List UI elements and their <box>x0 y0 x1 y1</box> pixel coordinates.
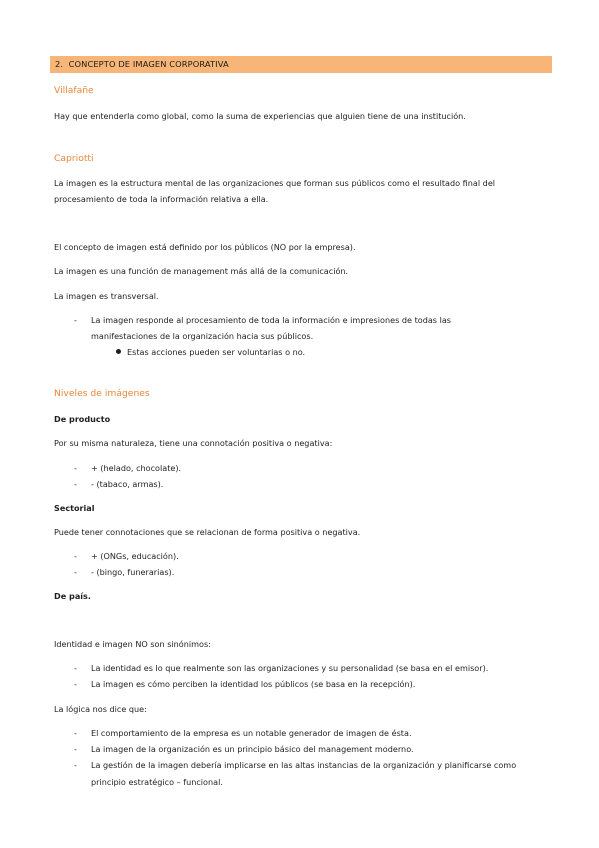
concept-subitem: Estas acciones pueden ser voluntarias o no. <box>127 347 306 357</box>
producto-text: Por su misma naturaleza, tiene una connotación positiva o negativa: <box>54 438 333 448</box>
concept-paragraph-1: El concepto de imagen está definido por los públicos (NO por la empresa). <box>54 242 356 252</box>
logica-text: La lógica nos dice que: <box>54 704 147 714</box>
dash-bullet: - <box>74 744 77 754</box>
concept-paragraph-2: La imagen es una función de management más allá de la comunicación. <box>54 266 349 276</box>
dash-bullet: - <box>74 479 77 489</box>
identidad-text: Identidad e imagen NO son sinónimos: <box>54 639 211 649</box>
heading-niveles: Niveles de imágenes <box>54 388 150 399</box>
circle-bullet-icon <box>116 349 121 354</box>
dash-bullet: - <box>74 679 77 689</box>
section-title-text: CONCEPTO DE IMAGEN CORPORATIVA <box>68 59 229 69</box>
dash-bullet: - <box>74 663 77 673</box>
section-title <box>55 59 229 69</box>
label-sectorial: Sectorial <box>54 503 95 513</box>
capriotti-text-line2: procesamiento de toda la información relativa a ella. <box>54 194 269 204</box>
villafane-text: Hay que entenderla como global, como la suma de experiencias que alguien tiene de una institución. <box>54 111 466 121</box>
concept-paragraph-3: La imagen es transversal. <box>54 291 159 301</box>
logica-item-1: El comportamiento de la empresa es un notable generador de imagen de ésta. <box>91 728 412 738</box>
identidad-item-2: La imagen es cómo perciben la identidad los públicos (se basa en la recepción). <box>91 679 416 689</box>
producto-item-1: + (helado, chocolate). <box>91 463 182 473</box>
producto-item-2: - (tabaco, armas). <box>91 479 164 489</box>
dash-bullet: - <box>74 315 77 325</box>
dash-bullet: - <box>74 463 77 473</box>
logica-item-2: La imagen de la organización es un principio básico del management moderno. <box>91 744 414 754</box>
logica-item-3-line2: principio estratégico – funcional. <box>91 777 223 787</box>
heading-capriotti: Capriotti <box>54 153 94 164</box>
logica-item-3-line1: La gestión de la imagen debería implicarse en las altas instancias de la organización y planificarse como <box>91 760 517 770</box>
dash-bullet: - <box>74 567 77 577</box>
label-de-pais: De país. <box>54 591 91 601</box>
label-de-producto: De producto <box>54 414 111 424</box>
section-number: 2. <box>55 59 64 69</box>
section-title-band <box>50 56 552 73</box>
concept-item-line2: manifestaciones de la organización hacia sus públicos. <box>91 331 314 341</box>
sectorial-text: Puede tener connotaciones que se relacionan de forma positiva o negativa. <box>54 527 361 537</box>
concept-item-line1: La imagen responde al procesamiento de toda la información e impresiones de todas las <box>91 315 452 325</box>
dash-bullet: - <box>74 728 77 738</box>
capriotti-text-line1: La imagen es la estructura mental de las organizaciones que forman sus públicos como el resultado final del <box>54 178 496 188</box>
sectorial-item-1: + (ONGs, educación). <box>91 551 179 561</box>
heading-villafane: Villafañe <box>54 85 94 96</box>
dash-bullet: - <box>74 760 77 770</box>
sectorial-item-2: - (bingo, funerarias). <box>91 567 175 577</box>
identidad-item-1: La identidad es lo que realmente son las organizaciones y su personalidad (se basa en el emisor). <box>91 663 489 673</box>
dash-bullet: - <box>74 551 77 561</box>
